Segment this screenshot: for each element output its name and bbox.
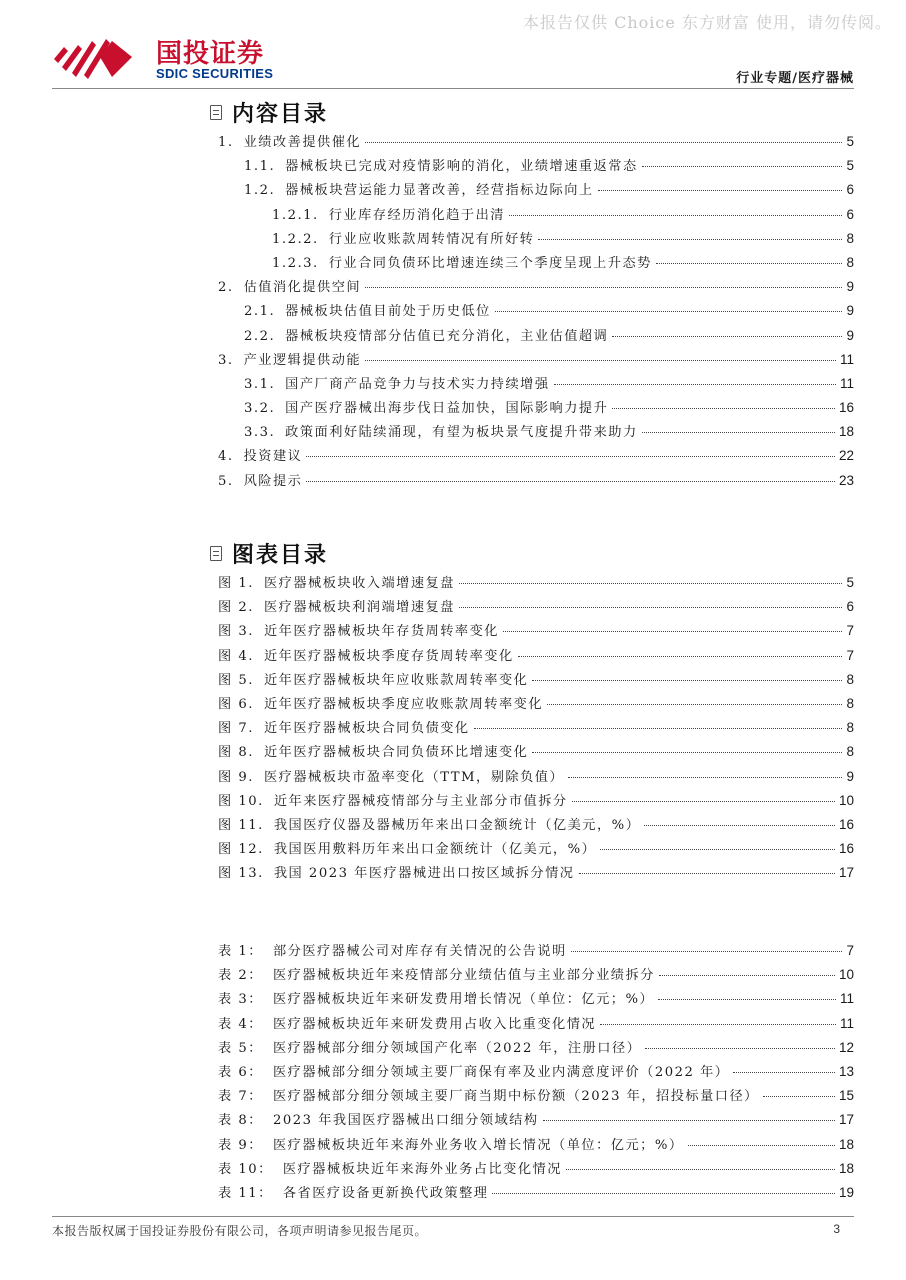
contents-entry[interactable]	[218, 445, 854, 469]
dot-leader	[503, 631, 843, 632]
contents-entry-number: 4.	[218, 449, 234, 465]
contents-entry-label: 器械板块营运能力显著改善，经营指标边际向上	[285, 183, 594, 199]
brand-name-cn: 国投证券	[156, 39, 265, 69]
table-entry-number: 表 11：	[218, 1185, 273, 1201]
figure-entry-number: 图 7.	[218, 721, 254, 737]
report-category: 行业专题/医疗器械	[736, 71, 854, 86]
table-entry-page: 18	[838, 1136, 854, 1152]
contents-entry-number: 2.2.	[244, 328, 276, 344]
figure-entry-label: 医疗器械板块利润端增速复盘	[263, 600, 455, 616]
contents-entry-number: 5.	[218, 473, 234, 489]
figure-entry[interactable]	[218, 620, 854, 644]
contents-entry[interactable]	[218, 155, 854, 179]
contents-entry-number: 1.	[218, 135, 234, 150]
dot-leader	[492, 1193, 834, 1194]
figure-entry-page: 5	[846, 575, 854, 590]
contents-entry-page: 9	[846, 303, 854, 319]
contents-entry[interactable]	[218, 349, 854, 373]
dot-leader	[306, 456, 835, 457]
table-entry[interactable]	[218, 964, 854, 988]
dot-leader	[658, 999, 836, 1000]
table-entry-number: 表 8：	[218, 1113, 263, 1129]
table-entry[interactable]	[218, 1134, 854, 1158]
dot-leader	[763, 1096, 835, 1097]
dot-leader	[495, 311, 843, 312]
contents-title: 内容目录	[232, 100, 329, 127]
header-divider	[52, 88, 854, 89]
contents-entry-number: 1.2.1.	[272, 207, 319, 223]
contents-entry-label: 业绩改善提供催化	[243, 135, 362, 150]
table-entry-label: 医疗器械部分细分领域国产化率（2022 年，注册口径）	[272, 1040, 642, 1056]
table-entry-number: 表 3：	[218, 992, 263, 1008]
figure-entry-label: 近年医疗器械板块季度存货周转率变化	[263, 648, 514, 664]
contents-entry[interactable]	[218, 421, 854, 445]
footer-disclaimer: 本报告版权属于国投证券股份有限公司，各项声明请参见报告尾页。	[52, 1224, 428, 1238]
table-entry-page: 17	[838, 1112, 854, 1128]
contents-entry-number: 2.	[218, 280, 234, 296]
dot-leader	[688, 1145, 835, 1146]
table-entry-number: 表 1：	[218, 944, 263, 959]
figure-entry-label: 近年来医疗器械疫情部分与主业部分市值拆分	[273, 793, 568, 809]
contents-entry[interactable]	[218, 276, 854, 300]
table-entry-label: 医疗器械板块近年来海外业务收入增长情况（单位：亿元；%）	[272, 1137, 684, 1153]
table-entry-page: 18	[838, 1160, 854, 1176]
table-entry-number: 表 5：	[218, 1040, 263, 1056]
figure-entry[interactable]	[218, 838, 854, 862]
brand-logo	[52, 33, 302, 83]
figure-entry-label: 我国医用敷料历年来出口金额统计（亿美元，%）	[273, 842, 597, 858]
table-entry[interactable]	[218, 1085, 854, 1109]
dot-leader	[568, 777, 842, 778]
figure-entry[interactable]	[218, 645, 854, 669]
table-entry-number: 表 7：	[218, 1089, 263, 1105]
figure-entry-page: 16	[838, 841, 854, 857]
brand-logo-mark-icon	[52, 33, 148, 81]
dot-leader	[659, 975, 835, 976]
contents-entry[interactable]	[218, 300, 854, 324]
figure-entry-label: 我国 2023 年医疗器械进出口按区域拆分情况	[273, 866, 575, 882]
contents-entry-label: 行业合同负债环比增速连续三个季度呈现上升态势	[328, 255, 652, 271]
figure-entry-page: 8	[846, 695, 854, 711]
contents-entry-page: 8	[846, 230, 854, 246]
contents-entry-page: 18	[838, 424, 854, 440]
dot-leader	[459, 607, 843, 608]
dot-leader	[644, 825, 835, 826]
footer-divider	[52, 1216, 854, 1217]
contents-entry-label: 估值消化提供空间	[243, 280, 362, 296]
document-icon	[210, 105, 222, 120]
dot-leader	[543, 1120, 835, 1121]
dot-leader	[600, 849, 835, 850]
figure-entry-page: 16	[838, 816, 854, 832]
contents-entry[interactable]	[218, 179, 854, 203]
table-entry-page: 7	[846, 943, 854, 958]
contents-entry-page: 9	[846, 327, 854, 343]
dot-leader	[566, 1169, 835, 1170]
dot-leader	[306, 481, 835, 482]
figure-entry-page: 8	[846, 671, 854, 687]
figure-entry-number: 图 11.	[218, 817, 264, 833]
table-entry-number: 表 10：	[218, 1161, 273, 1177]
figure-entry-page: 6	[846, 599, 854, 615]
figure-entry-page: 10	[838, 792, 854, 808]
table-entry-label: 2023 年我国医疗器械出口细分领域结构	[272, 1113, 539, 1129]
figure-entry[interactable]	[218, 790, 854, 814]
contents-entry-page: 22	[838, 448, 854, 464]
figure-entry[interactable]	[218, 766, 854, 790]
dot-leader	[365, 142, 842, 143]
contents-entry-page: 6	[846, 206, 854, 222]
watermark: 本报告仅供 Choice 东方财富 使用，请勿传阅。	[523, 13, 892, 32]
figure-entry-number: 图 9.	[218, 769, 254, 785]
contents-entry-page: 11	[839, 351, 854, 367]
figure-entry[interactable]	[218, 717, 854, 741]
table-entry-page: 19	[838, 1184, 854, 1200]
table-entry-label: 各省医疗设备更新换代政策整理	[282, 1185, 489, 1201]
figure-entry-page: 17	[838, 865, 854, 881]
contents-entry[interactable]	[218, 397, 854, 421]
contents-entry-page: 11	[839, 375, 854, 391]
figure-entry[interactable]	[218, 741, 854, 765]
contents-list	[218, 131, 854, 494]
figure-entry-number: 图 8.	[218, 745, 254, 761]
contents-entry[interactable]	[218, 470, 854, 494]
contents-entry-label: 风险提示	[243, 473, 303, 489]
figure-entry-number: 图 1.	[218, 576, 254, 591]
table-entry-page: 11	[839, 1015, 854, 1031]
figure-entry-label: 近年医疗器械板块合同负债变化	[263, 721, 470, 737]
figure-entry[interactable]	[218, 596, 854, 620]
dot-leader	[600, 1024, 836, 1025]
contents-entry-page: 9	[846, 279, 854, 295]
figure-entry-number: 图 6.	[218, 696, 254, 712]
table-entry[interactable]	[218, 940, 854, 964]
contents-entry-number: 2.1.	[244, 304, 276, 320]
figure-entry-label: 近年医疗器械板块年存货周转率变化	[263, 624, 499, 640]
tables-list	[218, 940, 854, 1206]
table-entry-label: 医疗器械板块近年来研发费用占收入比重变化情况	[272, 1016, 597, 1032]
dot-leader	[572, 801, 835, 802]
dot-leader	[365, 287, 842, 288]
dot-leader	[509, 215, 842, 216]
figures-heading	[210, 539, 328, 567]
table-entry-page: 11	[839, 991, 854, 1007]
figure-entry-page: 7	[846, 647, 854, 663]
figure-entry-number: 图 2.	[218, 600, 254, 616]
contents-entry-number: 3.3.	[244, 425, 276, 441]
contents-entry-page: 5	[846, 158, 854, 174]
dot-leader	[571, 951, 843, 952]
figure-entry-number: 图 10.	[218, 793, 264, 809]
contents-entry-label: 行业库存经历消化趋于出清	[328, 207, 505, 223]
contents-entry-number: 3.1.	[244, 376, 276, 392]
table-entry-label: 医疗器械部分细分领域主要厂商保有率及业内满意度评价（2022 年）	[272, 1064, 730, 1080]
dot-leader	[645, 1048, 835, 1049]
dot-leader	[547, 704, 842, 705]
contents-entry-label: 政策面利好陆续涌现，有望为板块景气度提升带来助力	[285, 425, 638, 441]
contents-entry-page: 8	[846, 254, 854, 270]
contents-entry-number: 1.1.	[244, 159, 276, 175]
dot-leader	[612, 408, 835, 409]
table-entry-number: 表 9：	[218, 1137, 263, 1153]
table-entry[interactable]	[218, 1013, 854, 1037]
contents-entry-label: 器械板块估值目前处于历史低位	[285, 304, 491, 320]
table-entry[interactable]	[218, 1109, 854, 1133]
figure-entry-label: 我国医疗仪器及器械历年来出口金额统计（亿美元，%）	[273, 817, 641, 833]
table-entry-page: 13	[838, 1063, 854, 1079]
figures-list	[218, 572, 854, 886]
figure-entry-label: 医疗器械板块收入端增速复盘	[263, 576, 455, 591]
figure-entry-label: 近年医疗器械板块合同负债环比增速变化	[263, 745, 529, 761]
contents-entry[interactable]	[218, 131, 854, 155]
figure-entry[interactable]	[218, 693, 854, 717]
dot-leader	[518, 656, 843, 657]
dot-leader	[532, 680, 842, 681]
figure-entry-page: 8	[846, 744, 854, 760]
contents-entry-page: 23	[838, 472, 854, 488]
contents-entry[interactable]	[218, 204, 854, 228]
table-entry[interactable]	[218, 1037, 854, 1061]
figure-entry-number: 图 13.	[218, 866, 264, 882]
dot-leader	[642, 166, 843, 167]
table-entry-number: 表 4：	[218, 1016, 263, 1032]
figure-entry[interactable]	[218, 669, 854, 693]
contents-entry-number: 1.2.	[244, 183, 276, 199]
dot-leader	[532, 752, 842, 753]
contents-entry[interactable]	[218, 228, 854, 252]
contents-entry-label: 产业逻辑提供动能	[243, 352, 362, 368]
contents-entry-number: 1.2.3.	[272, 255, 319, 271]
contents-entry-number: 1.2.2.	[272, 231, 319, 247]
table-entry-label: 医疗器械板块近年来研发费用增长情况（单位：亿元；%）	[272, 992, 655, 1008]
dot-leader	[598, 190, 843, 191]
contents-entry-page: 5	[846, 134, 854, 149]
figure-entry-page: 7	[846, 623, 854, 639]
dot-leader	[612, 336, 842, 337]
table-entry-label: 医疗器械板块近年来疫情部分业绩估值与主业部分业绩拆分	[272, 968, 655, 984]
page-number: 3	[833, 1222, 840, 1236]
dot-leader	[579, 873, 835, 874]
figure-entry-number: 图 12.	[218, 842, 264, 858]
contents-entry-page: 16	[838, 400, 854, 416]
figure-entry[interactable]	[218, 572, 854, 596]
dot-leader	[554, 384, 836, 385]
table-entry-page: 10	[838, 967, 854, 983]
contents-entry-label: 投资建议	[243, 449, 303, 465]
figure-entry-label: 近年医疗器械板块年应收账款周转率变化	[263, 672, 529, 688]
contents-entry-label: 国产厂商产品竞争力与技术实力持续增强	[285, 376, 550, 392]
figure-entry-number: 图 5.	[218, 672, 254, 688]
figure-entry[interactable]	[218, 814, 854, 838]
contents-entry-page: 6	[846, 182, 854, 198]
table-entry-number: 表 2：	[218, 968, 263, 984]
figure-entry-label: 医疗器械板块市盈率变化（TTM，剔除负值）	[263, 769, 565, 785]
figure-entry-label: 近年医疗器械板块季度应收账款周转率变化	[263, 696, 544, 712]
contents-entry-label: 器械板块已完成对疫情影响的消化，业绩增速重返常态	[285, 159, 638, 175]
table-entry-page: 15	[838, 1088, 854, 1104]
dot-leader	[642, 432, 835, 433]
dot-leader	[656, 263, 843, 264]
table-entry-number: 表 6：	[218, 1064, 263, 1080]
figure-entry-number: 图 3.	[218, 624, 254, 640]
dot-leader	[538, 239, 842, 240]
table-entry[interactable]	[218, 1182, 854, 1206]
contents-heading	[210, 98, 328, 126]
figure-entry-page: 8	[846, 720, 854, 736]
contents-entry[interactable]	[218, 325, 854, 349]
contents-entry[interactable]	[218, 252, 854, 276]
contents-entry[interactable]	[218, 373, 854, 397]
figure-entry-page: 9	[846, 768, 854, 784]
dot-leader	[733, 1072, 834, 1073]
figures-title: 图表目录	[232, 541, 329, 568]
contents-entry-label: 器械板块疫情部分估值已充分消化，主业估值超调	[285, 328, 609, 344]
table-entry-page: 12	[838, 1039, 854, 1055]
table-entry[interactable]	[218, 1061, 854, 1085]
contents-entry-number: 3.	[218, 352, 234, 368]
table-entry-label: 医疗器械板块近年来海外业务占比变化情况	[282, 1161, 562, 1177]
table-entry-label: 部分医疗器械公司对库存有关情况的公告说明	[272, 944, 567, 959]
dot-leader	[474, 728, 843, 729]
brand-name-en: SDIC SECURITIES	[156, 66, 274, 81]
table-entry-label: 医疗器械部分细分领域主要厂商当期中标份额（2023 年，招投标量口径）	[272, 1089, 759, 1105]
figure-entry[interactable]	[218, 862, 854, 886]
contents-entry-number: 3.2.	[244, 401, 276, 417]
dot-leader	[365, 360, 836, 361]
table-entry[interactable]	[218, 988, 854, 1012]
table-entry[interactable]	[218, 1158, 854, 1182]
dot-leader	[459, 583, 843, 584]
document-icon	[210, 546, 222, 561]
contents-entry-label: 行业应收账款周转情况有所好转	[328, 231, 535, 247]
figure-entry-number: 图 4.	[218, 648, 254, 664]
contents-entry-label: 国产医疗器械出海步伐日益加快，国际影响力提升	[285, 401, 609, 417]
